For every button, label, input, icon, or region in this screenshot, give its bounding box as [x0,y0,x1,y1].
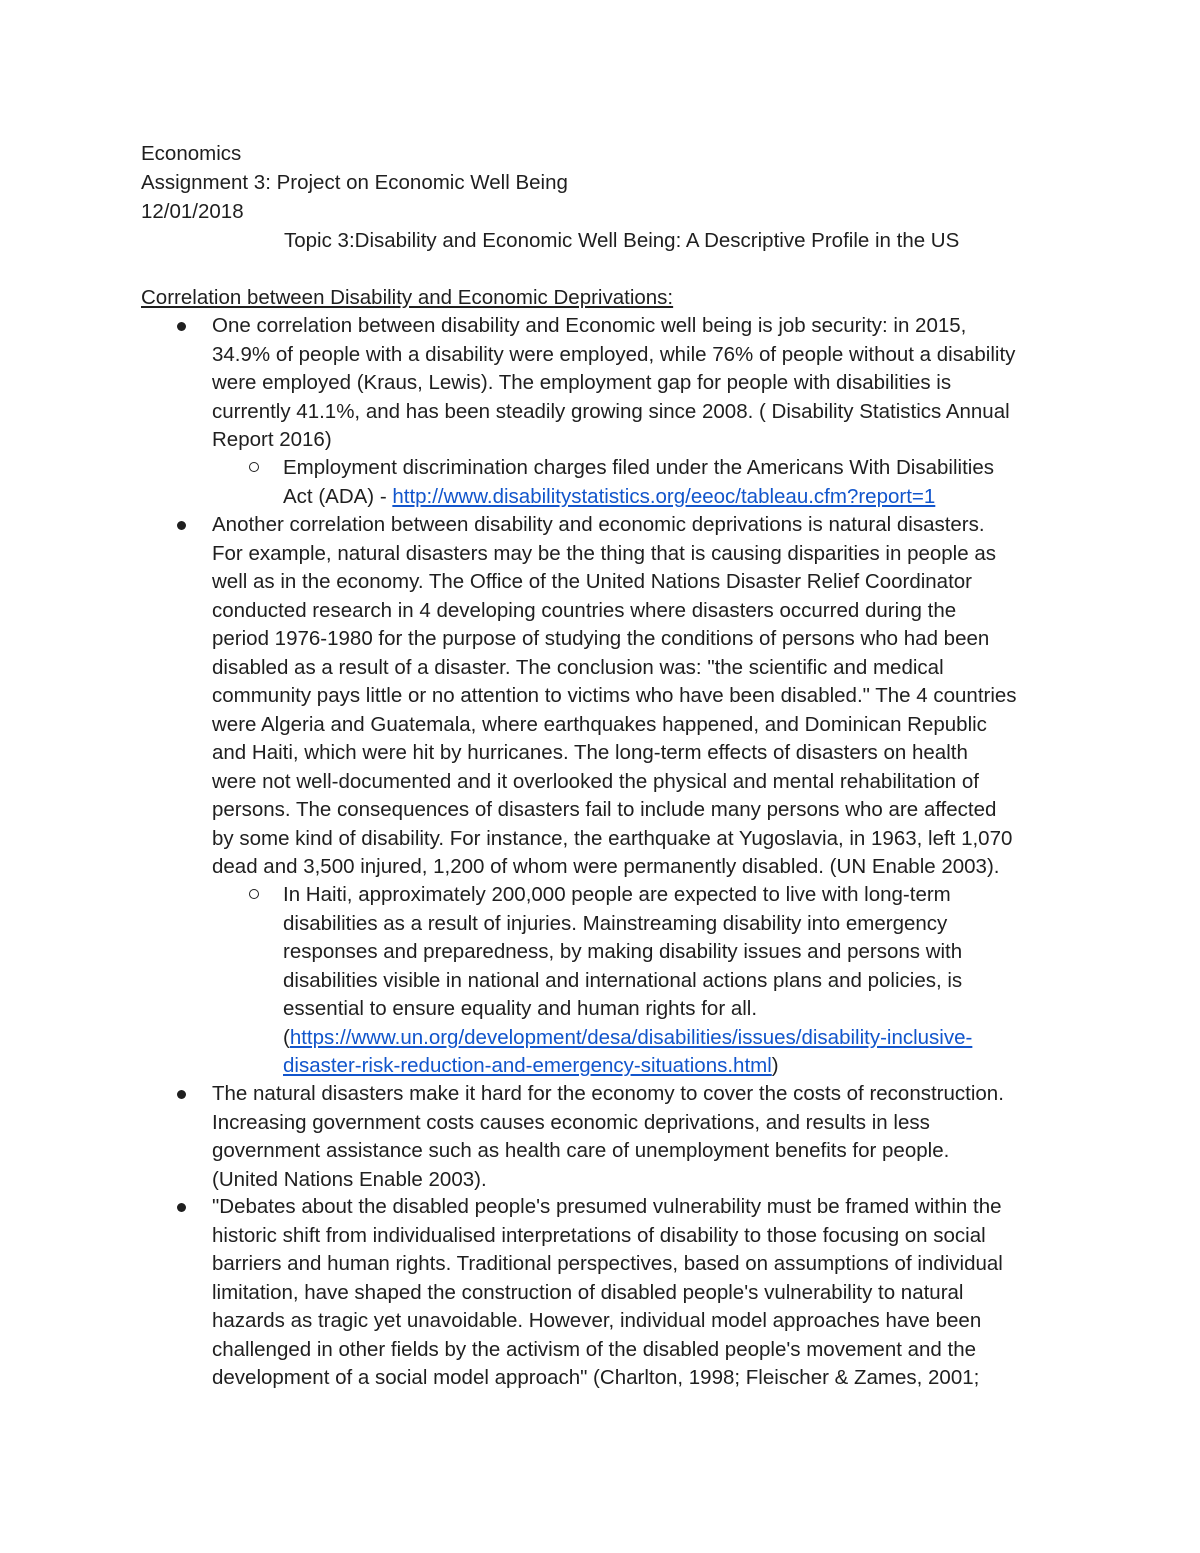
paragraph-line: Report 2016) [212,428,332,451]
bullet-dot-icon [177,1090,186,1099]
paragraph-line: government assistance such as health care of unemployment benefits for people. [212,1139,950,1162]
un-disability-link-continued[interactable]: disaster-risk-reduction-and-emergency-situations.html [283,1054,772,1077]
course-name: Economics [141,142,242,165]
paragraph-line: disabilities visible in national and international actions plans and policies, is [283,968,963,992]
paragraph-line [283,483,935,512]
open-paren: ( [283,1025,290,1049]
document-date: 12/01/2018 [141,200,244,223]
paragraph-line: (United Nations Enable 2003). [212,1167,487,1191]
ada-label: Act (ADA) - [283,484,393,508]
paragraph-line: were employed (Kraus, Lewis). The employment gap for people with disabilities is [212,371,952,394]
paragraph-line: currently 41.1%, and has been steadily growing since 2008. ( Disability Statistics Annual [212,399,1010,423]
paragraph-line [283,1052,779,1081]
close-paren: ) [771,1054,779,1077]
paragraph-line: were not well-documented and it overlooked the physical and mental rehabilitation of [212,769,979,793]
paragraph-line: For example, natural disasters may be the thing that is causing disparities in people as [212,541,996,565]
paragraph-line: well as in the economy. The Office of the United Nations Disaster Relief Coordinator [212,570,973,593]
paragraph-line: responses and preparedness, by making disability issues and persons with [283,940,963,963]
paragraph-line: disabled as a result of a disaster. The conclusion was: "the scientific and medical [212,655,944,679]
paragraph-line: historic shift from individualised interpretations of disability to those focusing on social [212,1223,986,1247]
paragraph-line: hazards as tragic yet unavoidable. However, individual model approaches have been [212,1309,982,1332]
paragraph-line: dead and 3,500 injured, 1,200 of whom were permanently disabled. (UN Enable 2003). [212,855,1000,878]
bullet-dot-icon [177,1203,186,1212]
paragraph-line: by some kind of disability. For instance, the earthquake at Yugoslavia, in 1963, left 1,070 [212,826,1013,850]
paragraph-line: community pays little or no attention to victims who have been disabled." The 4 countries [212,684,1017,707]
paragraph-line: and Haiti, which were hit by hurricanes. The long-term effects of disasters on health [212,741,968,764]
paragraph-line: Another correlation between disability and economic deprivations is natural disasters. [212,513,985,536]
un-disability-link[interactable]: https://www.un.org/development/desa/disabilities/issues/disability-inclusive- [289,1025,973,1049]
paragraph-line: development of a social model approach" (Charlton, 1998; Fleischer & Zames, 2001; [212,1366,980,1389]
paragraph-line: period 1976-1980 for the purpose of studying the conditions of persons who had been [212,627,990,650]
paragraph-line: persons. The consequences of disasters fail to include many persons who are affected [212,798,997,821]
paragraph-line: The natural disasters make it hard for the economy to cover the costs of reconstruction. [212,1082,1004,1105]
paragraph-line: challenged in other fields by the activism of the disabled people's movement and the [212,1337,977,1361]
bullet-dot-icon [177,322,186,331]
paragraph-line: Employment discrimination charges filed under the Americans With Disabilities [283,456,994,479]
paragraph-line: One correlation between disability and Economic well being is job security: in 2015, [212,314,967,337]
bullet-dot-icon [177,521,186,530]
disability-statistics-link[interactable]: http://www.disabilitystatistics.org/eeoc/tableau.cfm?report=1 [392,484,936,508]
paragraph-line [283,1024,972,1053]
paragraph-line: 34.9% of people with a disability were employed, while 76% of people without a disability [212,342,1016,366]
paragraph-line: limitation, have shaped the construction of disabled people's vulnerability to natural [212,1280,964,1304]
paragraph-line: essential to ensure equality and human rights for all. [283,997,758,1020]
bullet-circle-icon [249,889,259,899]
paragraph-line: In Haiti, approximately 200,000 people are expected to live with long-term [283,883,951,906]
document-header [141,139,568,226]
paragraph-line: were Algeria and Guatemala, where earthquakes happened, and Dominican Republic [212,712,987,736]
bullet-circle-icon [249,462,259,472]
section-title: Correlation between Disability and Economic Deprivations: [141,286,674,309]
assignment-title: Assignment 3: Project on Economic Well Being [141,171,568,194]
paragraph-line: conducted research in 4 developing countries where disasters occurred during the [212,598,957,622]
paragraph-line: "Debates about the disabled people's presumed vulnerability must be framed within the [212,1195,1002,1218]
topic-title: Topic 3:Disability and Economic Well Being: A Descriptive Profile in the US [284,229,960,252]
paragraph-line: barriers and human rights. Traditional perspectives, based on assumptions of individual [212,1252,1003,1275]
paragraph-line: Increasing government costs causes economic deprivations, and results in less [212,1110,930,1134]
paragraph-line: disabilities as a result of injuries. Mainstreaming disability into emergency [283,911,948,935]
